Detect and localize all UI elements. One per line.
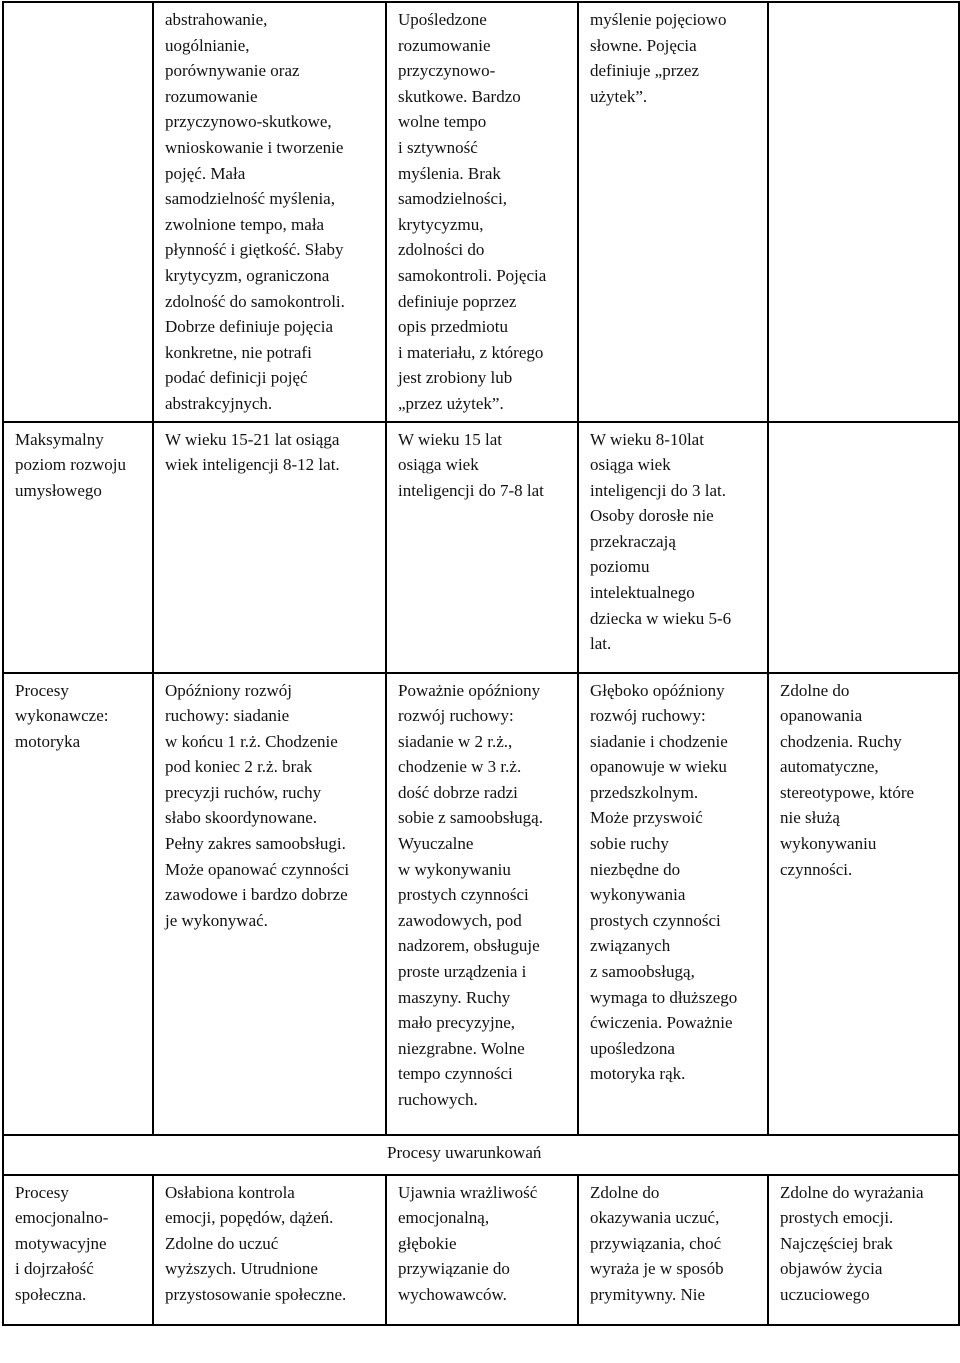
table-cell-severe: W wieku 8-10lat osiąga wiek inteligencji do 3 lat. Osoby dorosłe nie przekraczają poziomu intelektualnego dziecka w wieku 5-6 lat. — [578, 422, 768, 673]
table-row-max-development — [3, 422, 959, 673]
table-cell-moderate: Ujawnia wrażliwość emocjonalną, głębokie przywiązanie do wychowawców. — [386, 1175, 578, 1325]
table-row-emotional — [3, 1175, 959, 1325]
table-cell-row-label: Maksymalny poziom rozwoju umysłowego — [3, 422, 153, 673]
table-cell-mild: abstrahowanie, uogólnianie, porównywanie oraz rozumowanie przyczynowo-skutkowe, wnioskowanie i tworzenie pojęć. Mała samodzielność myślenia, zwolnione tempo, mała płynność i giętkość. Słaby krytycyzm, ograniczona zdolność do samokontroli. Dobrze definiuje pojęcia konkretne, nie potrafi podać definicji pojęć abstrakcyjnych. — [153, 2, 386, 422]
table-cell-mild: Osłabiona kontrola emocji, popędów, dążeń. Zdolne do uczuć wyższych. Utrudnione przystosowanie społeczne. — [153, 1175, 386, 1325]
disability-levels-table — [2, 1, 960, 1326]
table-cell-moderate: Poważnie opóźniony rozwój ruchowy: siadanie w 2 r.ż., chodzenie w 3 r.ż. dość dobrze radzi sobie z samoobsługą. Wyuczalne w wykonywaniu prostych czynności zawodowych, pod nadzorem, obsługuje proste urządzenia i maszyny. Ruchy mało precyzyjne, niezgrabne. Wolne tempo czynności ruchowych. — [386, 673, 578, 1135]
table-row-thinking — [3, 2, 959, 422]
table-cell-moderate: W wieku 15 lat osiąga wiek inteligencji do 7-8 lat — [386, 422, 578, 673]
table-cell-severe: Głęboko opóźniony rozwój ruchowy: siadanie i chodzenie opanowuje w wieku przedszkolnym. Może przyswoić sobie ruchy niezbędne do wykonywania prostych czynności związanych z samoobsługą, wymaga to dłuższego ćwiczenia. Poważnie upośledzona motoryka rąk. — [578, 673, 768, 1135]
table-cell-profound: Zdolne do opanowania chodzenia. Ruchy automatyczne, stereotypowe, które nie służą wykonywaniu czynności. — [768, 673, 959, 1135]
table-cell-mild: Opóźniony rozwój ruchowy: siadanie w końcu 1 r.ż. Chodzenie pod koniec 2 r.ż. brak precyzji ruchów, ruchy słabo skoordynowane. Pełny zakres samoobsługi. Może opanować czynności zawodowe i bardzo dobrze je wykonywać. — [153, 673, 386, 1135]
table-cell-profound: Zdolne do wyrażania prostych emocji. Najczęściej brak objawów życia uczuciowego — [768, 1175, 959, 1325]
table-row-section-header — [3, 1135, 959, 1175]
table-cell-profound — [768, 422, 959, 673]
table-cell-row-label: Procesy emocjonalno- motywacyjne i dojrzałość społeczna. — [3, 1175, 153, 1325]
table-cell-severe: Zdolne do okazywania uczuć, przywiązania, choć wyraża je w sposób prymitywny. Nie — [578, 1175, 768, 1325]
table-cell-row-label — [3, 2, 153, 422]
table-cell-severe: myślenie pojęciowo słowne. Pojęcia definiuje „przez użytek”. — [578, 2, 768, 422]
table-cell-profound — [768, 2, 959, 422]
table-cell-moderate: Upośledzone rozumowanie przyczynowo- skutkowe. Bardzo wolne tempo i sztywność myślenia. Brak samodzielności, krytycyzmu, zdolności do samokontroli. Pojęcia definiuje poprzez opis przedmiotu i materiału, z którego jest zrobiony lub „przez użytek”. — [386, 2, 578, 422]
table-row-motor — [3, 673, 959, 1135]
section-header-cell — [3, 1135, 959, 1175]
table-cell-mild: W wieku 15-21 lat osiąga wiek inteligencji 8-12 lat. — [153, 422, 386, 673]
section-header-label: Procesy uwarunkowań — [387, 1142, 542, 1162]
table-cell-row-label: Procesy wykonawcze: motoryka — [3, 673, 153, 1135]
